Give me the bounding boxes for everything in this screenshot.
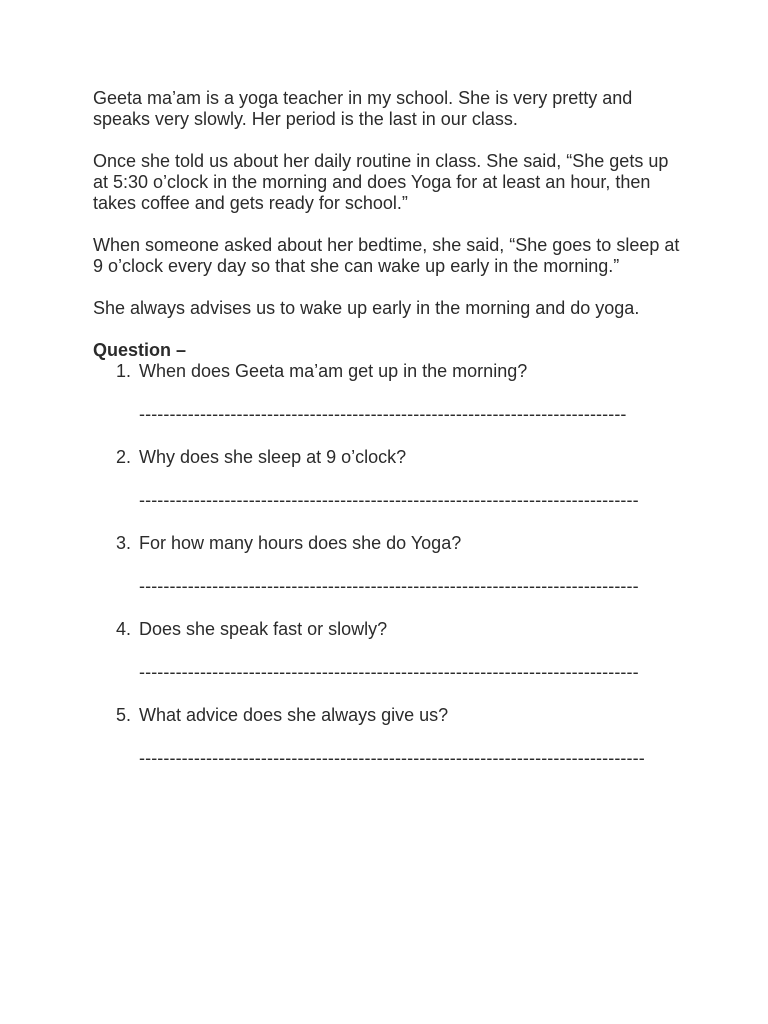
answer-line[interactable]: -----------------------------------------------------------------------------------: [139, 748, 645, 768]
question-number: 5.: [116, 705, 132, 725]
question-text: Why does she sleep at 9 o’clock?: [139, 447, 407, 467]
question-number: 3.: [116, 533, 132, 553]
question-text: What advice does she always give us?: [139, 705, 449, 725]
answer-line[interactable]: ----------------------------------------------------------------------------------: [139, 490, 639, 510]
document-content: [93, 88, 693, 769]
question-item: [93, 619, 693, 683]
questions-list: [93, 361, 693, 769]
question-item: [93, 533, 693, 597]
question-number: 2.: [116, 447, 132, 467]
answer-line[interactable]: ----------------------------------------------------------------------------------: [139, 576, 639, 596]
question-text: For how many hours does she do Yoga?: [139, 533, 462, 553]
question-number: 4.: [116, 619, 132, 639]
question-text: Does she speak fast or slowly?: [139, 619, 388, 639]
passage-paragraph-3: When someone asked about her bedtime, she said, “She goes to sleep at 9 o’clock every day so that she can wake up early in the morning.”: [93, 235, 680, 276]
question-text: When does Geeta ma’am get up in the morning?: [139, 361, 528, 381]
question-item: [93, 447, 693, 511]
question-item: [93, 705, 693, 769]
answer-line[interactable]: --------------------------------------------------------------------------------: [139, 404, 627, 424]
question-item: [93, 361, 693, 425]
passage-paragraph-1: Geeta ma’am is a yoga teacher in my school. She is very pretty and speaks very slowly. Her period is the last in our class.: [93, 88, 633, 129]
passage-paragraph-4: She always advises us to wake up early in the morning and do yoga.: [93, 298, 640, 318]
questions-heading: Question –: [93, 340, 187, 360]
passage-paragraph-2: Once she told us about her daily routine in class. She said, “She gets up at 5:30 o’clock in the morning and does Yoga for at least an hour, then takes coffee and gets ready for school.”: [93, 151, 669, 213]
question-number: 1.: [116, 361, 132, 381]
answer-line[interactable]: ----------------------------------------------------------------------------------: [139, 662, 639, 682]
